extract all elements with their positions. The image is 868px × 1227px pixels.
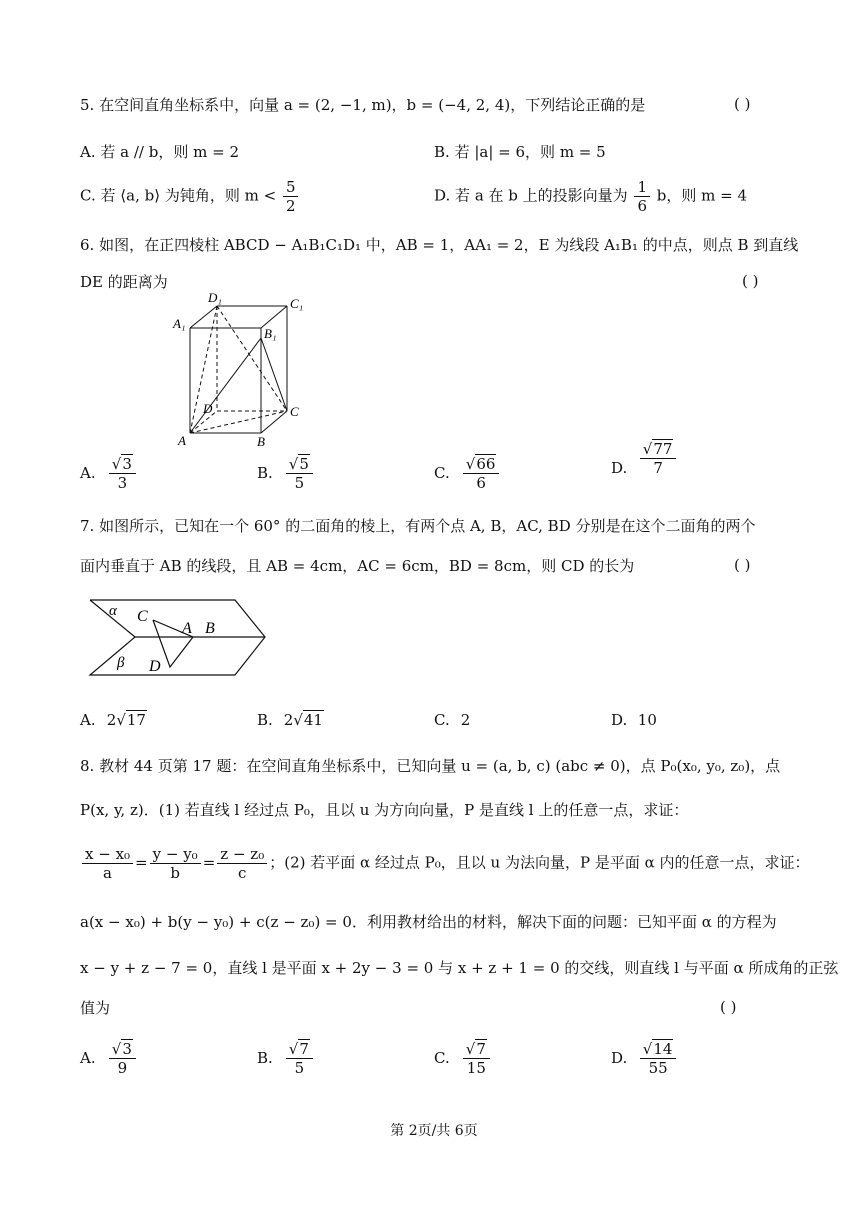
q7-dihedral-figure [85,595,275,680]
page-footer: 第 2页/共 6页 [390,1123,478,1139]
q8-line3: $\frac{\text{x − x₀}}{a}$ = $\frac{\text{y − y₀}}{b}$ = $\frac{\text{z − z₀}}{c}$ ；(2) 若平面 α 经过点 P₀，且以 u 为法向量，P 是平面 α 内的任意一点，求证： [80,845,810,882]
q5-option-d [434,178,747,215]
q7-label-b: B [205,620,215,637]
q6-label-d1: D₁ [208,290,222,305]
q5-option-a-text: 若 a // b，则 m = 2 [100,143,239,161]
q6-label-b1: B₁ [264,326,277,341]
q5-option-c-text: 若 ⟨a, b⟩ 为钝角，则 m < [100,186,277,205]
q7-option-a: A. 2√17 [80,711,146,729]
q7-label-beta: β [117,655,125,671]
q6-stem-line2: DE 的距离为 [80,273,168,291]
q6-option-b-fraction: $\frac{√5}{5}$ [286,455,313,492]
q7-label-a: A [182,620,192,637]
q7-stem-line2: 面内垂直于 AB 的线段，且 AB = 4cm，AC = 6cm，BD = 8cm，则 CD 的长为 [80,557,635,575]
q8-option-a-fraction: $\frac{√3}{9}$ [109,1040,136,1077]
q8-option-b-fraction: $\frac{√7}{5}$ [286,1040,313,1077]
q8-answer-paren: ( ) [720,998,737,1016]
q5-option-b [434,142,606,162]
q8-line1: 8. 教材 44 页第 17 题：在空间直角坐标系中，已知向量 u = (a, b, c) (abc ≠ 0)，点 P₀(x₀, y₀, z₀)，点 [80,757,781,775]
q6-label-c: C [290,404,299,419]
q8-frac-y: $\frac{\text{y − y₀}}{b}$ [150,845,201,882]
q7-option-c: C. 2 [434,711,471,729]
q7-stem-line1: 7. 如图所示，已知在一个 60° 的二面角的棱上，有两个点 A, B，AC, BD 分别是在这个二面角的两个 [80,517,756,535]
q6-label-a1: A₁ [173,316,186,331]
q7-label-d: D [149,658,161,675]
q6-option-d-fraction: $\frac{√77}{7}$ [640,440,677,477]
q6-label-b: B [257,434,265,449]
q6-option-c: C. $\frac{√66}{6}$ [434,455,501,492]
q8-line6: 值为 [80,999,111,1017]
q5-option-c-label: C. [80,186,96,205]
q6-stem-line1: 6. 如图，在正四棱柱 ABCD − A₁B₁C₁D₁ 中，AB = 1，AA₁ = 2，E 为线段 A₁B₁ 的中点，则点 B 到直线 [80,236,799,254]
q8-frac-z: $\frac{\text{z − z₀}}{c}$ [217,845,267,882]
q6-label-d: D [203,401,213,416]
q8-option-c: C. $\frac{√7}{15}$ [434,1040,492,1077]
q7-label-alpha: α [109,603,117,619]
q5-option-c [80,178,300,215]
q6-label-c1: C₁ [290,296,304,311]
q5-option-d-fraction: $\frac{1}{6}$ [634,178,650,215]
q7-label-c: C [137,608,148,625]
q7-option-d: D. 10 [611,711,657,729]
q5-option-a-label: A. [80,143,96,161]
q5-stem: 5. 在空间直角坐标系中，向量 a = (2, −1, m)，b = (−4, 2, 4)，下列结论正确的是 [80,96,646,114]
q8-option-d: D. $\frac{√14}{55}$ [611,1040,678,1077]
q8-line5: x − y + z − 7 = 0，直线 l 是平面 x + 2y − 3 = 0 与 x + z + 1 = 0 的交线，则直线 l 与平面 α 所成角的正弦 [80,959,839,977]
q5-option-b-label: B. [434,143,450,161]
q6-prism-figure [165,288,315,453]
q5-option-b-text: 若 |a| = 6，则 m = 5 [454,143,606,161]
q5-option-d-label: D. [434,186,451,205]
q8-option-c-fraction: $\frac{√7}{15}$ [463,1040,490,1077]
q6-option-b: B. $\frac{√5}{5}$ [257,455,315,492]
q5-option-d-tail: b，则 m = 4 [656,186,748,205]
q8-line2: P(x, y, z)．(1) 若直线 l 经过点 P₀，且以 u 为方向向量，P 是直线 l 上的任意一点，求证： [80,801,689,819]
q8-option-a: A. $\frac{√3}{9}$ [80,1040,138,1077]
q6-answer-paren: ( ) [742,272,759,290]
q6-option-c-fraction: $\frac{√66}{6}$ [463,455,500,492]
q6-option-a: A. $\frac{√3}{3}$ [80,455,138,492]
q5-option-a [80,142,239,162]
q8-option-d-fraction: $\frac{√14}{55}$ [640,1040,677,1077]
q6-label-a: A [178,433,186,448]
q8-frac-x: $\frac{\text{x − x₀}}{a}$ [82,845,133,882]
q6-option-d: D. $\frac{√77}{7}$ [611,440,678,477]
q7-answer-paren: ( ) [734,556,751,574]
q8-line4: a(x − x₀) + b(y − y₀) + c(z − z₀) = 0．利用教材给出的材料，解决下面的问题：已知平面 α 的方程为 [80,913,777,931]
q5-answer-paren: ( ) [734,95,751,113]
q5-option-c-fraction: $\frac{5}{2}$ [283,178,299,215]
q6-option-a-fraction: $\frac{√3}{3}$ [109,455,136,492]
q7-option-b: B. 2√41 [257,711,323,729]
q8-option-b: B. $\frac{√7}{5}$ [257,1040,315,1077]
q5-option-d-text: 若 a 在 b 上的投影向量为 [455,186,628,205]
